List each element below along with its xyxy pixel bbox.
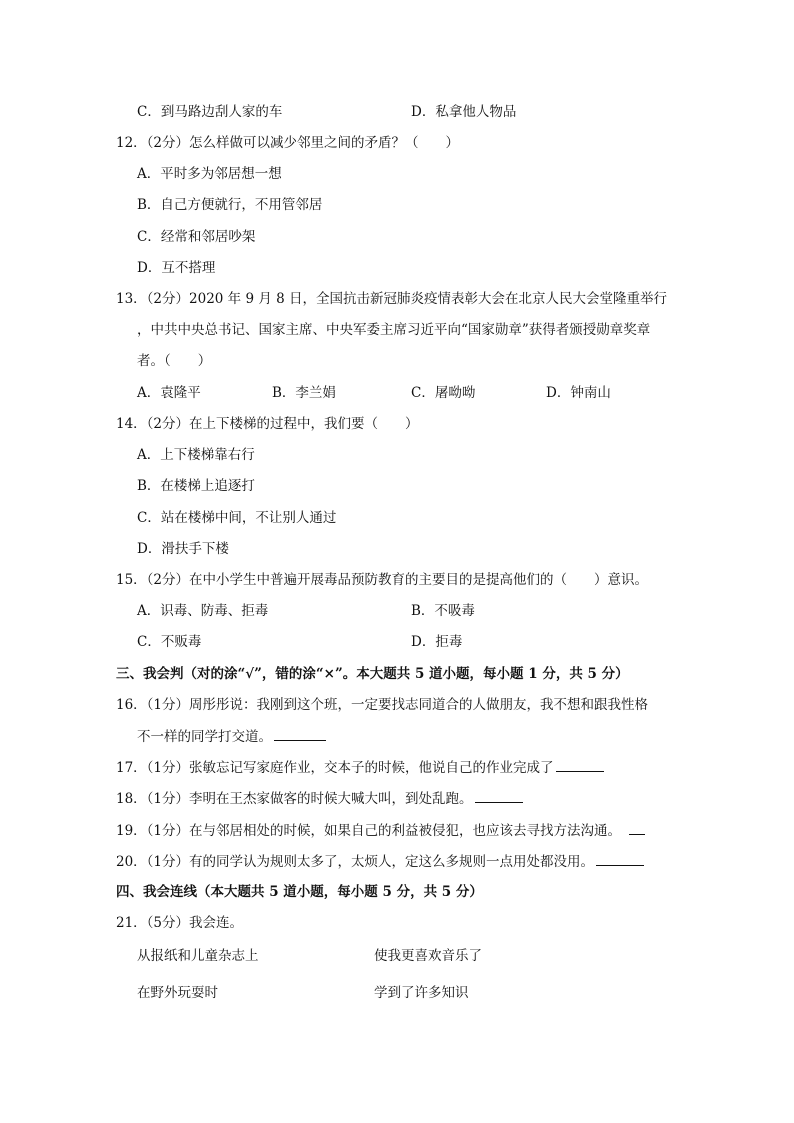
q15-option-c: C．不贩毒 — [137, 634, 202, 650]
q14-option-a: A．上下楼梯靠右行 — [137, 447, 255, 463]
q21-left-item-1[interactable]: 从报纸和儿童杂志上 — [137, 948, 259, 964]
q14-option-d: D．滑扶手下楼 — [137, 541, 229, 557]
q14-option-c: C．站在楼梯中间，不让别人通过 — [137, 510, 337, 526]
q13-option-c: C．屠呦呦 — [411, 385, 476, 401]
q19-text: 19．（1分）在与邻居相处的时候，如果自己的利益被侵犯，也应该去寻找方法沟通。 — [116, 823, 622, 839]
q13-option-d: D．钟南山 — [546, 385, 611, 401]
q16-answer-blank[interactable] — [274, 726, 326, 741]
q12-option-b: B．自己方便就行，不用管邻居 — [137, 197, 323, 213]
q12-stem: 12．（2分）怎么样做可以减少邻里之间的矛盾？（ ） — [116, 135, 460, 151]
q13-option-a: A．袁隆平 — [137, 385, 201, 401]
q21-stem: 21．（5分）我会连。 — [116, 915, 244, 931]
q16-line-2 — [137, 726, 326, 747]
q18-text: 18．（1分）李明在王杰家做客的时候大喊大叫，到处乱跑。 — [116, 791, 473, 807]
section-3-title: 三、我会判（对的涂“√”，错的涂“×”。本大题共 5 道小题，每小题 1 分，共 5 分） — [116, 666, 629, 682]
q13-stem-line-3: 者。（ ） — [137, 353, 212, 369]
q13-option-b: B．李兰娟 — [272, 385, 336, 401]
q20-text: 20．（1分）有的同学认为规则太多了，太烦人，定这么多规则一点用处都没用。 — [116, 854, 595, 870]
q21-left-item-2[interactable]: 在野外玩耍时 — [137, 985, 218, 1001]
q15-option-d: D．拒毒 — [411, 634, 463, 650]
q18-line — [116, 788, 523, 809]
q14-stem: 14．（2分）在上下楼梯的过程中，我们要（ ） — [116, 416, 419, 432]
q15-option-a: A．识毒、防毒、拒毒 — [137, 603, 269, 619]
q11-option-c: C．到马路边刮人家的车 — [137, 104, 283, 120]
q19-line — [116, 820, 645, 841]
q12-option-d: D．互不搭理 — [137, 260, 216, 276]
q12-option-a: A．平时多为邻居想一想 — [137, 166, 282, 182]
q20-answer-blank[interactable] — [596, 851, 644, 866]
q21-right-item-2[interactable]: 学到了许多知识 — [374, 985, 469, 1001]
q21-right-item-1[interactable]: 使我更喜欢音乐了 — [374, 948, 482, 964]
q11-option-d: D．私拿他人物品 — [411, 104, 517, 120]
q15-stem: 15．（2分）在中小学生中普遍开展毒品预防教育的主要目的是提高他们的（ ）意识。 — [116, 572, 649, 588]
q17-text: 17．（1分）张敏忘记写家庭作业，交本子的时候，他说自己的作业完成了 — [116, 760, 554, 776]
q13-stem-line-2: ，中共中央总书记、国家主席、中央军委主席习近平向“国家勋章”获得者颁授勋章奖章 — [137, 322, 651, 338]
q16-line-2-text: 不一样的同学打交道。 — [137, 729, 272, 745]
q15-option-b: B．不吸毒 — [411, 603, 475, 619]
q13-stem-line-1: 13．（2分）2020 年 9 月 8 日，全国抗击新冠肺炎疫情表彰大会在北京人民大会堂隆重举行 — [116, 291, 668, 307]
q14-option-b: B．在楼梯上追逐打 — [137, 478, 255, 494]
q17-answer-blank[interactable] — [556, 757, 604, 772]
q17-line — [116, 757, 604, 778]
q12-option-c: C．经常和邻居吵架 — [137, 229, 256, 245]
q19-answer-blank[interactable] — [629, 820, 645, 835]
q20-line — [116, 851, 644, 872]
q18-answer-blank[interactable] — [475, 788, 523, 803]
q16-line-1: 16．（1分）周彤彤说：我刚到这个班，一定要找志同道合的人做朋友，我不想和跟我性格 — [116, 697, 649, 713]
section-4-title: 四、我会连线（本大题共 5 道小题，每小题 5 分，共 5 分） — [116, 884, 483, 900]
